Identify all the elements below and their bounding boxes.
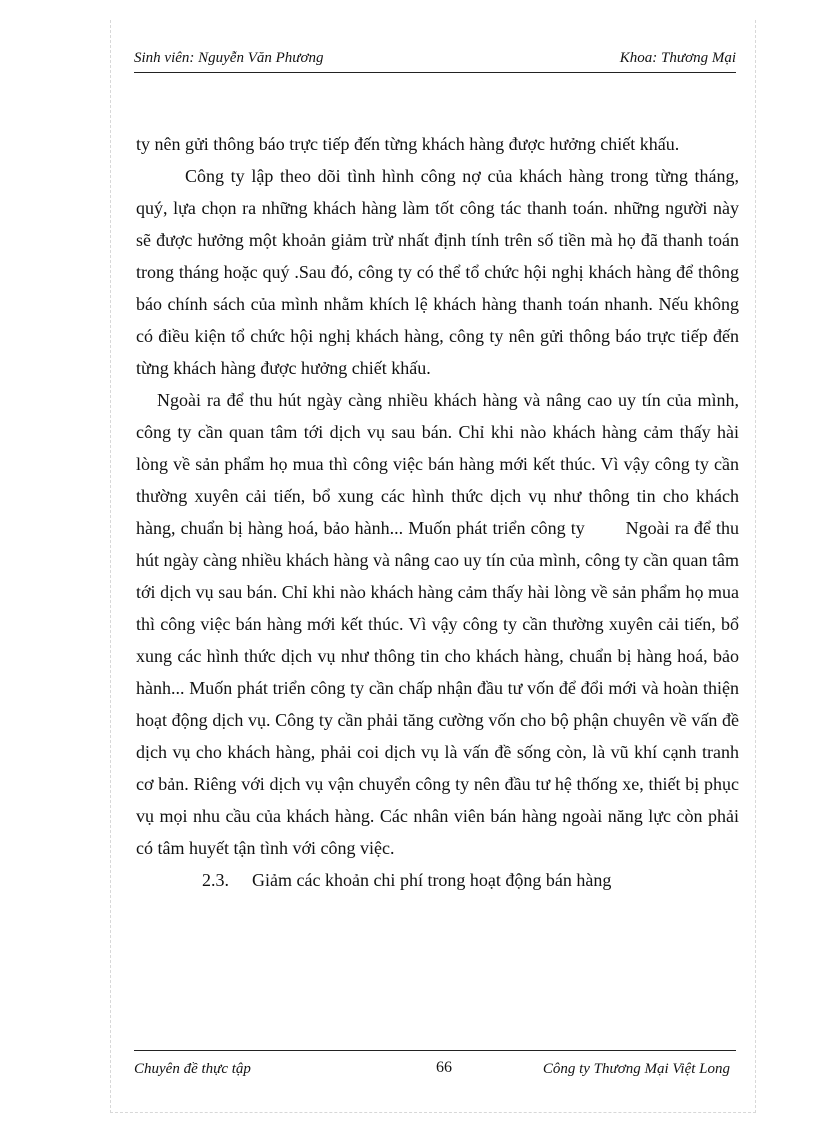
paragraph-after-sales-service: Ngoài ra để thu hút ngày càng nhiều khách hàng và nâng cao uy tín của mình, công ty cần quan tâm tới dịch vụ sau bán. Chỉ khi nào khách hàng cảm thấy hài lòng về sản phẩm họ mua thì công việc bán hàng mới kết thúc. Vì vậy công ty cần thường xuyên cải tiến, bổ xung các hình thức dịch vụ như thông tin cho khách hàng, chuẩn bị hàng hoá, bảo hành... Muốn phát triển công ty Ngoài ra để thu hút ngày càng nhiều khách hàng và nâng cao uy tín của mình, công ty cần quan tâm tới dịch vụ sau bán. Chỉ khi nào khách hàng cảm thấy hài lòng về sản phẩm họ mua thì công việc bán hàng mới kết thúc. Vì vậy công ty cần thường xuyên cải tiến, bổ xung các hình thức dịch vụ như thông tin cho khách hàng, chuẩn bị hàng hoá, bảo hành... Muốn phát triển công ty cần chấp nhận đầu tư vốn để đổi mới và hoàn thiện hoạt động dịch vụ. Công ty cần phải tăng cường vốn cho bộ phận chuyên về vấn đề dịch vụ cho khách hàng, phải coi dịch vụ là vấn đề sống còn, là vũ khí cạnh tranh cơ bản. Riêng với dịch vụ vận chuyển công ty nên đầu tư hệ thống xe, thiết bị phục vụ mọi nhu cầu của khách hàng. Các nhân viên bán hàng ngoài năng lực còn phải có tâm huyết tận tình với công việc. [136, 390, 748, 858]
document-body [136, 128, 748, 896]
header-faculty: Khoa: Thương Mại [619, 50, 736, 66]
footer-report-type: Chuyên đề thực tập [134, 1061, 251, 1077]
page-number: 66 [436, 1059, 452, 1076]
footer-company: Công ty Thương Mại Việt Long [542, 1061, 730, 1077]
section-heading [136, 864, 739, 896]
paragraph-continuation: ty nên gửi thông báo trực tiếp đến từng khách hàng được hưởng chiết khấu. [136, 134, 680, 154]
page-footer [134, 1050, 736, 1087]
section-title: Giảm các khoản chi phí trong hoạt động bán hàng [252, 870, 612, 890]
paragraph-debt-tracking: Công ty lập theo dõi tình hình công nợ của khách hàng trong từng tháng, quý, lựa chọn ra những khách hàng làm tốt công tác thanh toán. những người này sẽ được hưởng một khoản giảm trừ nhất định tính trên số tiền mà họ đã thanh toán trong tháng hoặc quý .Sau đó, công ty có thể tổ chức hội nghị khách hàng để thông báo chính sách của mình nhằm khích lệ khách hàng thanh toán nhanh. Nếu không có điều kiện tổ chức hội nghị khách hàng, công ty nên gửi thông báo trực tiếp đến từng khách hàng được hưởng chiết khấu. [136, 166, 739, 378]
header-student-name: Sinh viên: Nguyễn Văn Phương [134, 50, 324, 66]
page-header [134, 48, 736, 73]
section-number: 2.3. [202, 870, 229, 890]
